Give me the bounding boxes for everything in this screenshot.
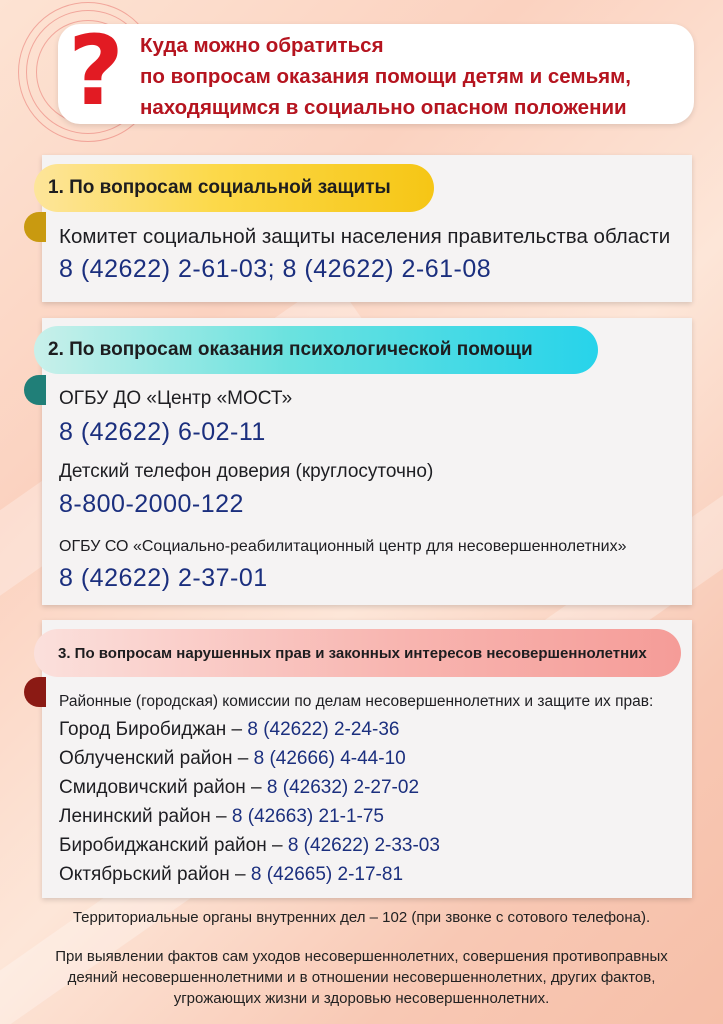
district-row [59,864,403,886]
commission-intro: Районные (городская) комиссии по делам несовершеннолетних и защите их прав: [59,693,654,710]
footer-note-line: деяний несовершеннолетними и в отношении несовершеннолетних, других фактов, [67,969,656,986]
district-name: Октябрьский район – [59,864,251,885]
district-row [59,748,406,770]
footer-note-line: угрожающих жизни и здоровью несовершеннолетних. [173,990,550,1007]
district-row [59,835,440,857]
section-psychology-title: 2. По вопросам оказания психологической помощи [34,326,598,374]
district-row [59,806,384,828]
district-row [59,777,419,799]
phone-number[interactable]: 8 (42632) 2-27-02 [266,777,420,798]
org-name: Комитет социальной защиты населения правительства области [59,225,671,248]
org-name: ОГБУ СО «Социально-реабилитационный центр для несовершеннолетних» [59,538,627,555]
question-mark-icon [64,26,128,118]
district-name: Ленинский район – [59,806,232,827]
district-name: Город Биробиджан – [59,719,248,740]
district-name: Биробиджанский район – [59,835,288,856]
page-title-line: по вопросам оказания помощи детям и семьям, [140,65,631,88]
phone-number[interactable]: 8 (42622) 2-24-36 [247,719,400,740]
police-note: Территориальные органы внутренних дел – 102 (при звонке с сотового телефона). [72,909,651,926]
org-name: ОГБУ ДО «Центр «МОСТ» [59,388,293,409]
footer-note [20,946,703,1009]
section-rights-title [34,629,681,677]
page-title-line: находящимся в социально опасном положении [140,96,627,119]
page-title-line: Куда можно обратиться [140,34,384,57]
district-name: Смидовичский район – [59,777,267,798]
phone-number[interactable]: 8 (42622) 2-37-01 [59,564,268,592]
phone-number[interactable]: 8 (42663) 21-1-75 [231,806,384,827]
phone-number[interactable]: 8 (42622) 2-61-03; 8 (42622) 2-61-08 [59,255,492,283]
footer-note-line: При выявлении фактов сам уходов несовершеннолетних, совершения противоправных [55,948,668,965]
phone-number[interactable]: 8 (42665) 2-17-81 [250,864,404,885]
phone-number[interactable]: 8 (42622) 6-02-11 [59,418,266,446]
page-title [140,30,700,123]
svg-text:?: ? [68,26,124,118]
section-social-title: 1. По вопросам социальной защиты [34,164,434,212]
district-name: Облученский район – [59,748,254,769]
section-tab-marker [24,212,46,242]
phone-number[interactable]: 8-800-2000-122 [59,490,244,518]
phone-number[interactable]: 8 (42666) 4-44-10 [253,748,406,769]
district-row [59,719,399,741]
phone-number[interactable]: 8 (42622) 2-33-03 [287,835,440,856]
section-tab-marker [24,677,46,707]
section-tab-marker [24,375,46,405]
section-rights-title-text: 3. По вопросам нарушенных прав и законных интересов несовершеннолетних [58,644,647,662]
org-name: Детский телефон доверия (круглосуточно) [59,461,434,482]
